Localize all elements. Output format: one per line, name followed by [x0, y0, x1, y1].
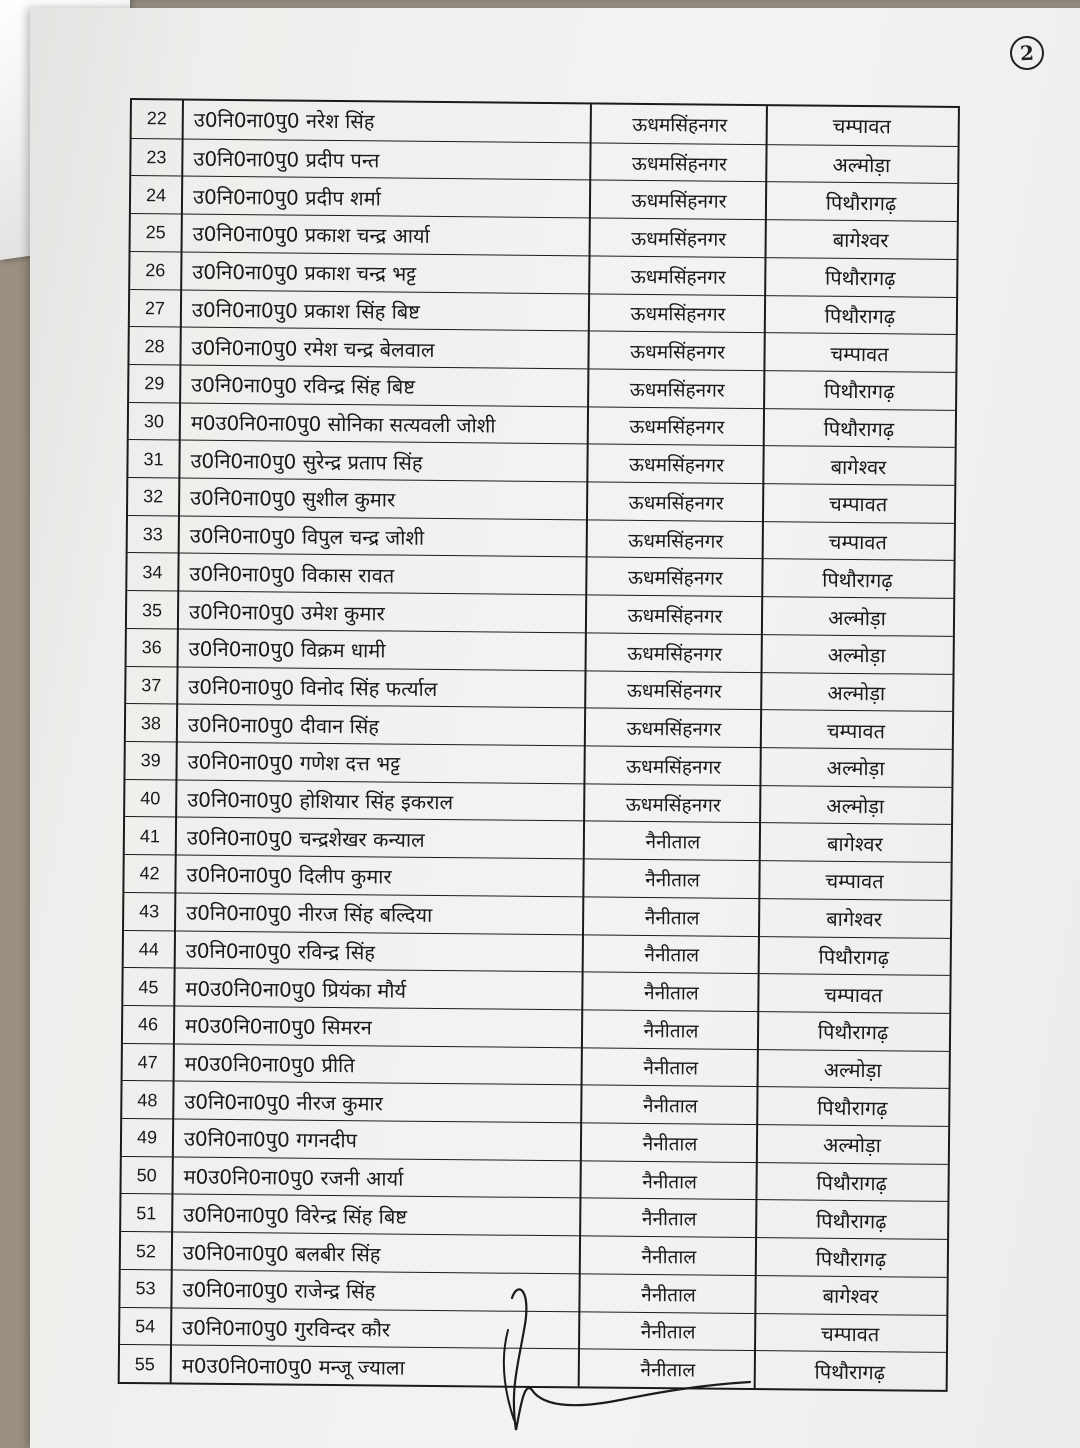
serial-number-cell: 53: [135, 1278, 156, 1299]
from-district-cell: ऊधमसिंहनगर: [626, 717, 722, 741]
serial-number-cell: 44: [138, 938, 159, 960]
serial-number-cell: 49: [136, 1127, 158, 1148]
to-district-cell: अल्मोड़ा: [827, 680, 886, 706]
officer-name-cell: उ0नि0ना0पु0 नीरज सिंह बल्दिया: [186, 900, 433, 928]
to-district-cell: अल्मोड़ा: [832, 152, 891, 178]
officer-name-cell: उ0नि0ना0पु0 उमेश कुमार: [188, 599, 385, 625]
serial-number-cell: 48: [137, 1089, 158, 1110]
officer-name-cell: उ0नि0ना0पु0 नीरज कुमार: [184, 1089, 383, 1116]
serial-number-cell: 47: [137, 1052, 158, 1073]
serial-number-cell: 46: [137, 1014, 159, 1035]
serial-number-cell: 24: [145, 184, 167, 206]
to-district-cell: चम्पावत: [828, 492, 888, 517]
from-district-cell: नैनीताल: [640, 1321, 696, 1344]
officer-name-cell: उ0नि0ना0पु0 चन्द्रशेखर कन्याल: [186, 825, 425, 852]
to-district-cell: अल्मोड़ा: [826, 756, 885, 781]
from-district-cell: ऊधमसिंहनगर: [629, 378, 725, 402]
officer-name-cell: उ0नि0ना0पु0 दीवान सिंह: [187, 712, 380, 739]
to-district-cell: पिथौरागढ़: [824, 265, 896, 291]
from-district-cell: नैनीताल: [641, 1283, 696, 1307]
officer-name-cell: म0उ0नि0ना0पु0 प्रियंका मौर्य: [185, 976, 407, 1003]
to-district-cell: पिथौरागढ़: [823, 378, 895, 404]
serial-number-cell: 33: [142, 524, 163, 545]
to-district-cell: पिथौरागढ़: [824, 303, 896, 329]
officer-name-cell: उ0नि0ना0पु0 विरेन्द्र सिंह बिष्ट: [183, 1202, 408, 1229]
serial-number-cell: 34: [142, 561, 163, 583]
from-district-cell: ऊधमसिंहनगर: [631, 152, 727, 176]
from-district-cell: ऊधमसिंहनगर: [631, 227, 727, 251]
officer-name-cell: उ0नि0ना0पु0 विपुल चन्द्र जोशी: [189, 523, 425, 550]
officer-name-cell: म0उ0नि0ना0पु0 सिमरन: [184, 1013, 372, 1040]
from-district-cell: ऊधमसिंहनगर: [628, 453, 725, 477]
from-district-cell: नैनीताल: [642, 1132, 698, 1156]
officer-name-cell: उ0नि0ना0पु0 विक्रम धामी: [188, 636, 386, 663]
from-district-cell: नैनीताल: [641, 1245, 697, 1269]
serial-number-cell: 29: [144, 373, 165, 394]
from-district-cell: ऊधमसिंहनगर: [629, 416, 725, 440]
from-district-cell: ऊधमसिंहनगर: [627, 642, 723, 666]
to-district-cell: पिथौरागढ़: [817, 1019, 889, 1045]
officer-name-cell: उ0नि0ना0पु0 राजेन्द्र सिंह: [182, 1277, 376, 1304]
officer-name-cell: उ0नि0ना0पु0 होशियार सिंह इकराल: [187, 787, 454, 815]
to-district-cell: अल्मोड़ा: [828, 605, 887, 630]
officer-name-cell: उ0नि0ना0पु0 प्रदीप पन्त: [193, 146, 380, 173]
to-district-cell: पिथौरागढ़: [823, 416, 895, 442]
serial-number-cell: 50: [136, 1165, 157, 1186]
from-district-cell: नैनीताल: [645, 868, 700, 892]
serial-number-cell: 38: [140, 712, 162, 733]
serial-number-cell: 26: [145, 260, 166, 281]
to-district-cell: चम्पावत: [826, 718, 886, 743]
from-district-cell: ऊधमसिंहनगर: [626, 755, 722, 779]
serial-number-cell: 51: [136, 1202, 157, 1224]
serial-number-cell: 45: [138, 976, 159, 997]
from-district-cell: नैनीताल: [644, 944, 700, 967]
to-district-cell: पिथौरागढ़: [818, 944, 890, 970]
from-district-cell: ऊधमसिंहनगर: [627, 567, 723, 591]
from-district-cell: ऊधमसिंहनगर: [628, 491, 724, 515]
serial-number-cell: 30: [143, 411, 165, 432]
officer-name-cell: उ0नि0ना0पु0 रविन्द्र सिंह बिष्ट: [191, 372, 416, 400]
to-district-cell: पिथौरागढ़: [815, 1208, 887, 1234]
officer-name-cell: उ0नि0ना0पु0 गगनदीप: [183, 1126, 358, 1153]
to-district-cell: पिथौरागढ़: [815, 1246, 887, 1271]
from-district-cell: ऊधमसिंहनगर: [628, 529, 724, 553]
from-district-cell: नैनीताल: [643, 982, 699, 1005]
from-district-cell: नैनीताल: [642, 1095, 698, 1118]
serial-number-cell: 35: [141, 599, 163, 620]
serial-number-cell: 27: [144, 298, 166, 319]
from-district-cell: नैनीताल: [640, 1359, 696, 1382]
to-district-cell: पिथौरागढ़: [825, 190, 897, 216]
officer-name-cell: उ0नि0ना0पु0 नरेश सिंह: [193, 107, 375, 134]
transfer-list-table: [118, 98, 960, 1392]
serial-number-cell: 22: [146, 108, 167, 129]
from-district-cell: नैनीताल: [645, 831, 701, 854]
to-district-cell: अल्मोड़ा: [827, 642, 886, 668]
page-number: 2: [1009, 35, 1045, 71]
to-district-cell: चम्पावत: [828, 529, 887, 555]
serial-number-cell: 32: [143, 486, 164, 507]
from-district-cell: ऊधमसिंहनगर: [630, 340, 726, 364]
from-district-cell: ऊधमसिंहनगर: [632, 113, 728, 137]
serial-number-cell: 43: [139, 901, 160, 922]
from-district-cell: ऊधमसिंहनगर: [625, 793, 721, 817]
to-district-cell: पिथौरागढ़: [816, 1170, 887, 1196]
to-district-cell: बागेश्वर: [822, 1283, 879, 1309]
to-district-cell: बागेश्वर: [826, 831, 883, 857]
to-district-cell: बागेश्वर: [830, 454, 887, 479]
serial-number-cell: 31: [143, 448, 164, 470]
to-district-cell: अल्मोड़ा: [826, 793, 885, 819]
to-district-cell: अल्मोड़ा: [823, 1057, 882, 1083]
signature: [460, 1270, 760, 1440]
serial-number-cell: 54: [135, 1316, 156, 1337]
officer-name-cell: उ0नि0ना0पु0 प्रकाश चन्द्र भट्ट: [192, 259, 417, 286]
from-district-cell: ऊधमसिंहनगर: [631, 190, 727, 213]
serial-number-cell: 39: [140, 750, 161, 771]
officer-name-cell: म0उ0नि0ना0पु0 सोनिका सत्यवली जोशी: [190, 410, 496, 438]
officer-name-cell: उ0नि0ना0पु0 गुरविन्दर कौर: [182, 1315, 391, 1342]
to-district-cell: बागेश्वर: [826, 906, 883, 932]
officer-name-cell: उ0नि0ना0पु0 विकास रावत: [189, 561, 395, 588]
to-district-cell: पिथौरागढ़: [822, 567, 893, 593]
serial-number-cell: 42: [139, 863, 160, 884]
from-district-cell: नैनीताल: [643, 1019, 699, 1043]
officer-name-cell: उ0नि0ना0पु0 रविन्द्र सिंह: [185, 938, 376, 965]
serial-number-cell: 36: [141, 637, 162, 658]
officer-name-cell: म0उ0नि0ना0पु0 रजनी आर्या: [183, 1164, 404, 1191]
serial-number-cell: 28: [144, 335, 165, 356]
from-district-cell: ऊधमसिंहनगर: [630, 265, 726, 289]
to-district-cell: बागेश्वर: [832, 228, 889, 253]
to-district-cell: पिथौरागढ़: [817, 1095, 888, 1121]
from-district-cell: नैनीताल: [641, 1208, 697, 1231]
officer-name-cell: उ0नि0ना0पु0 प्रदीप शर्मा: [192, 184, 381, 211]
officer-name-cell: म0उ0नि0ना0पु0 प्रीति: [184, 1051, 355, 1078]
serial-number-cell: 55: [134, 1353, 155, 1374]
serial-number-cell: 41: [139, 825, 161, 847]
officer-name-cell: उ0नि0ना0पु0 दिलीप कुमार: [186, 863, 392, 889]
serial-number-cell: 23: [146, 147, 167, 168]
from-district-cell: ऊधमसिंहनगर: [626, 680, 722, 704]
from-district-cell: ऊधमसिंहनगर: [630, 303, 726, 327]
to-district-cell: चम्पावत: [832, 114, 891, 139]
officer-name-cell: उ0नि0ना0पु0 रमेश चन्द्र बेलवाल: [191, 335, 435, 362]
to-district-cell: अल्मोड़ा: [823, 1133, 881, 1158]
serial-number-cell: 52: [135, 1240, 157, 1261]
officer-name-cell: उ0नि0ना0पु0 प्रकाश चन्द्र आर्या: [192, 222, 430, 249]
officer-name-cell: उ0नि0ना0पु0 सुशील कुमार: [190, 485, 396, 512]
to-district-cell: पिथौरागढ़: [814, 1359, 886, 1384]
from-district-cell: नैनीताल: [643, 1057, 699, 1080]
officer-name-cell: उ0नि0ना0पु0 गणेश दत्त भट्ट: [187, 749, 401, 776]
to-district-cell: चम्पावत: [830, 341, 889, 366]
to-district-cell: चम्पावत: [825, 869, 884, 894]
officer-name-cell: उ0नि0ना0पु0 विनोद सिंह फर्त्याल: [188, 674, 438, 701]
from-district-cell: नैनीताल: [642, 1170, 698, 1194]
officer-name-cell: उ0नि0ना0पु0 बलबीर सिंह: [182, 1240, 381, 1266]
to-district-cell: चम्पावत: [820, 1321, 880, 1347]
officer-name-cell: म0उ0नि0ना0पु0 मन्जू ज्याला: [181, 1353, 405, 1380]
officer-name-cell: उ0नि0ना0पु0 प्रकाश सिंह बिष्ट: [191, 297, 421, 324]
to-district-cell: चम्पावत: [824, 982, 883, 1007]
from-district-cell: ऊधमसिंहनगर: [627, 604, 723, 628]
serial-number-cell: 37: [141, 675, 162, 696]
serial-number-cell: 40: [140, 788, 161, 809]
from-district-cell: नैनीताल: [644, 906, 700, 930]
serial-number-cell: 25: [145, 222, 166, 243]
officer-name-cell: उ0नि0ना0पु0 सुरेन्द्र प्रताप सिंह: [190, 448, 423, 475]
